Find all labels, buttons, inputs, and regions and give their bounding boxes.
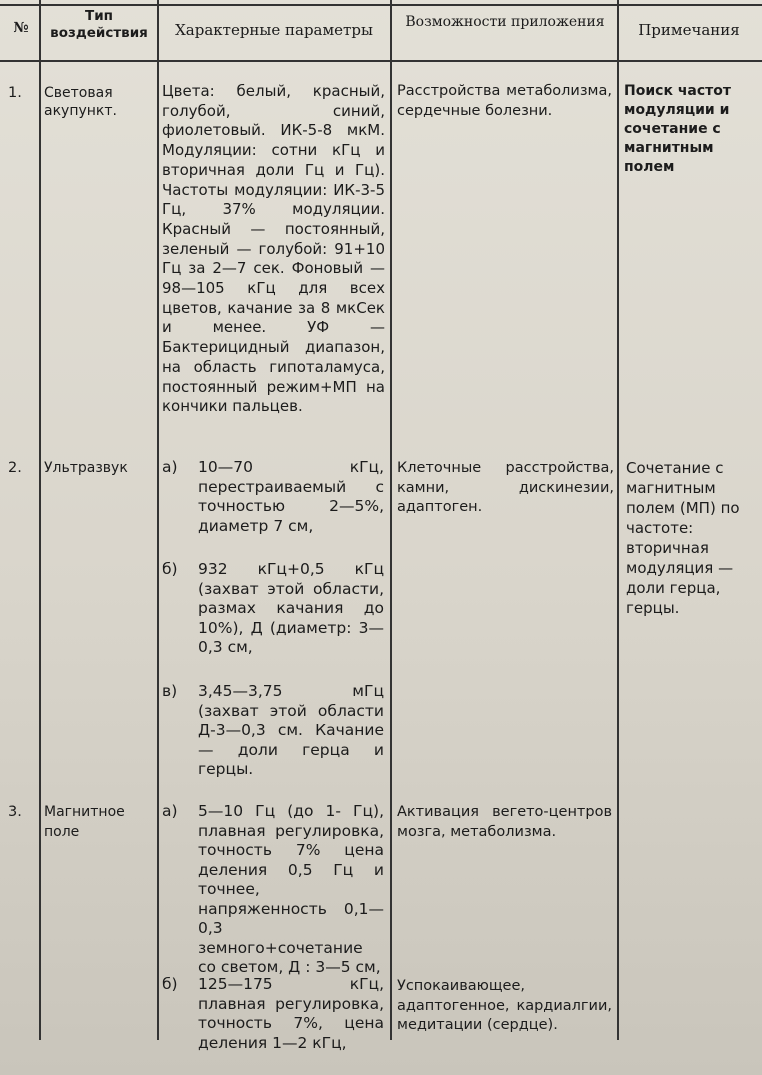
column-divider-2 [157,0,159,1040]
row-2-params-b-text: 932 кГц+0,5 кГц (захват этой области, размах качания до 10%), Д (диаметр: 3—0,3 см, [198,560,384,656]
header-bottom-border [0,60,762,62]
column-divider-3 [390,0,392,1040]
column-divider-1 [39,0,41,1040]
row-3-params-a-label: а) [162,802,178,820]
row-2-params-a-text: 10—70 кГц, перестраиваемый с точностью 2—5%, диаметр 7 см, [198,458,384,535]
row-3-apps-a: Активация вегето-центров мозга, метаболизма. [397,804,612,840]
row-3-params-b [162,975,384,1055]
column-divider-4 [617,0,619,1040]
row-3-num: 3. [8,804,22,820]
header-params: Характерные параметры [175,21,373,39]
row-2-params-a-label: а) [162,458,178,476]
row-2-params-c-text: 3,45—3,75 мГц (захват этой области Д-3—0,3 см. Качание — доли герца и герцы. [198,682,384,778]
row-3-params-b-text: 125—175 кГц, плавная регулировка, точность 7%, цена деления 1—2 кГц, [198,975,384,1052]
row-2-num: 2. [8,460,22,476]
row-2-params-c [162,682,384,782]
row-2-type: Ультразвук [44,460,128,476]
row-2-notes: Сочетание с магнитным полем (МП) по частоте: вторичная модуляция — доли герца, герцы. [626,459,740,617]
row-3-params-a-text: 5—10 Гц (до 1- Гц), плавная регулировка, точность 7% цена деления 0,5 Гц и точнее, напряженность 0,1—0,3 земного+сочетание со светом, Д : 3—5 см, [198,802,384,976]
row-2-params-b-label: б) [162,560,178,578]
row-1-notes: Поиск частот модуляции и сочетание с магнитным полем [624,83,732,175]
row-3-type: Магнитное поле [44,804,125,840]
row-1-apps: Расстройства метаболизма, сердечные болезни. [397,83,612,119]
row-2-apps: Клеточные расстройства, камни, дискинезии, адаптоген. [397,460,614,515]
row-1-num: 1. [8,85,22,101]
row-3-apps-b: Успокаивающее, адаптогенное, кардиалгии, медитации (сердце). [397,978,612,1033]
row-2-params-a [162,458,384,538]
header-type: Тип воздействия [50,8,148,41]
row-1-params: Цвета: белый, красный, голубой, синий, фиолетовый. ИК-5-8 мкМ. Модуляции: сотни кГц и вторичная доли Гц и Гц). Частоты модуляции: ИК-3-5 Гц, 37% модуляции. Красный — постоянный, зеленый — голубой: 91+10 Гц за 2—7 сек. Фоновый — 98—105 кГц для всех цветов, качание за 8 мкСек и менее. УФ — Бактерицидный диапазон, на область гипоталамуса, постоянный режим+МП на кончики пальцев. [162,82,385,416]
header-apps: Возможности приложения [405,14,605,30]
header-notes: Примечания [638,21,740,39]
row-1-type: Световая акупункт. [44,85,117,119]
row-2-params-c-label: в) [162,682,178,700]
header-num: № [13,20,29,36]
row-3-params-b-label: б) [162,975,178,993]
header-top-border [0,4,762,6]
row-3-params-a [162,802,384,976]
row-2-params-b [162,560,384,660]
